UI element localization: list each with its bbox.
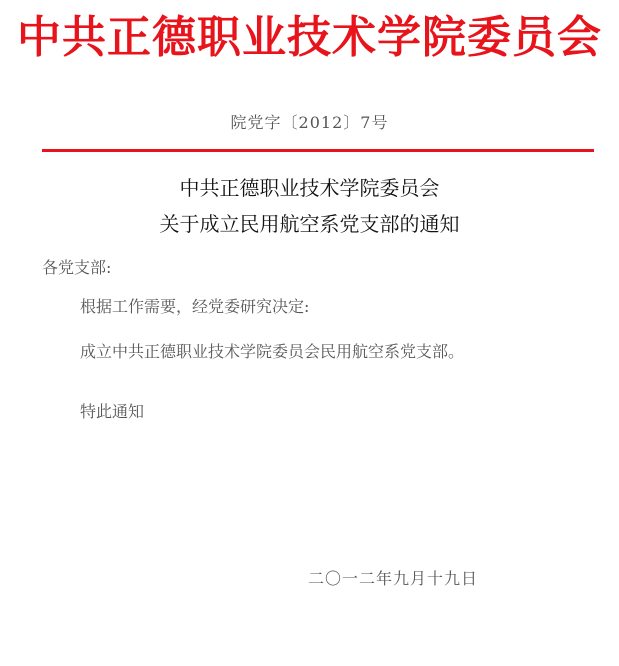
salutation: 各党支部: (42, 258, 112, 277)
issue-date: 二〇一二年九月十九日 (308, 569, 479, 588)
notice-title-line-1: 中共正德职业技术学院委员会 (179, 176, 440, 200)
document-header (0, 0, 619, 160)
notice-title-line-2: 关于成立民用航空系党支部的通知 (159, 212, 460, 236)
document-number: 院党字〔2012〕7号 (230, 113, 389, 132)
notice-title (0, 170, 619, 242)
red-divider-rule (42, 149, 594, 152)
body-paragraph: 成立中共正德职业技术学院委员会民用航空系党支部。 (80, 342, 465, 361)
body-paragraph: 根据工作需要，经党委研究决定: (80, 297, 310, 316)
organization-title: 中共正德职业技术学院委员会 (17, 12, 602, 63)
closing-phrase: 特此通知 (80, 402, 145, 421)
